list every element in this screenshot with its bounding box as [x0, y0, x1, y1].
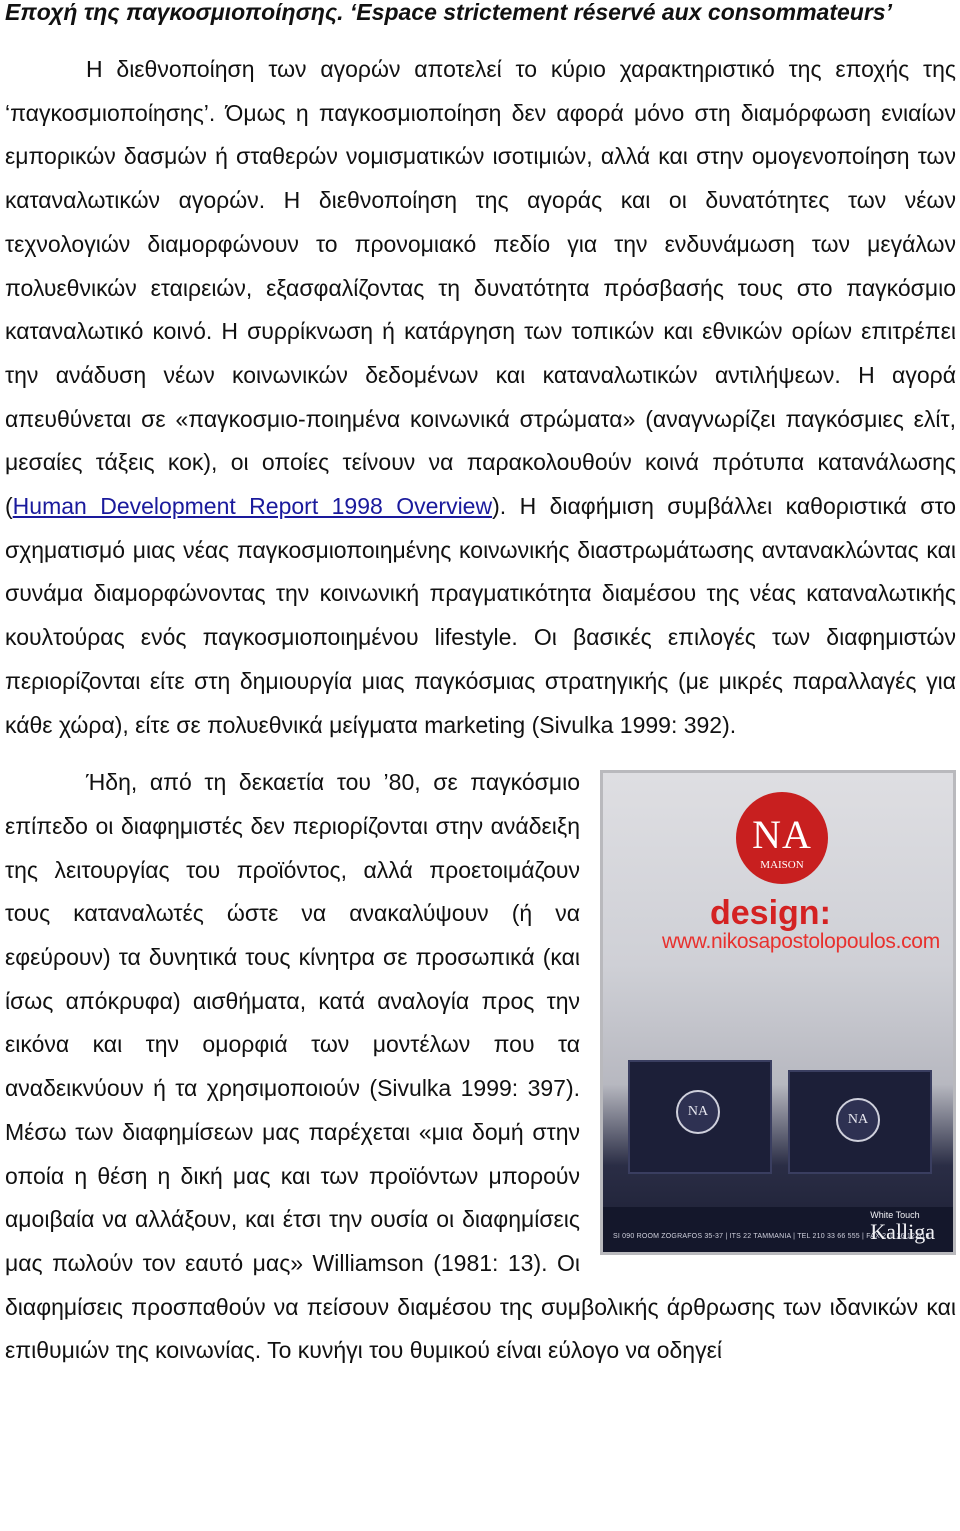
paragraph-intro [5, 48, 956, 747]
section-heading: Εποχή της παγκοσμιοποίησης. ‘Espace strictement réservé aux consommateurs’ [5, 0, 892, 25]
paragraph-intro-text: Η διεθνοποίηση των αγορών αποτελεί το κύριο χαρακτηριστικό της εποχής της ‘παγκοσμιοποίησης’. Όμως η παγκοσμιοποίηση δεν αφορά μόνο στη διαμόρφωση ενιαίων εμπορικών δασμών ή σταθερών νομισματικών ισοτιμιών, αλλά και στην ομογενοποίηση των καταναλωτικών αγορών. Η διεθνοποίηση της αγοράς και οι δυνατότητες των νέων τεχνολογιών διαμορφώνουν το προνομιακό πεδίο για την ενδυνάμωση των μεγάλων πολυεθνικών εταιρειών, εξασφαλίζοντας τη δυνατότητα πρόσβασής τους στο παγκόσμιο καταναλωτικό κοινό. Η συρρίκνωση ή κατάργηση των τοπικών και εθνικών ορίων επιτρέπει την ανάδυση νέων κοινωνικών δεδομένων και καταναλωτικών αντιλήψεων. Η αγορά απευθύνεται σε «παγκοσμιο-ποιημένα κοινωνικά στρώματα» (αναγνωρίζει παγκόσμιες ελίτ, μεσαίες τάξεις κοκ), οι οποίες τείνουν να παρακολουθούν κοινά πρότυπα κατανάλωσης ( [5, 56, 956, 520]
kalliga-logo [870, 1210, 935, 1244]
pillow-emblem-left: NA [676, 1090, 720, 1134]
text-with-figure [5, 761, 956, 1373]
advertisement-image [600, 770, 956, 1255]
paragraph-advertising: Ήδη, από τη δεκαετία του ’80, σε παγκόσμιο επίπεδο οι διαφημιστές δεν περιορίζονται στην ανάδειξη της λειτουργίας του προϊόντος, αλλά προετοιμάζουν τους καταναλωτές ώστε να ανακαλύψουν (ή να εφεύρουν) τα δυνητικά τους κίνητρα σε προσωπικά (και ίσως απόκρυφα) αισθήματα, κατά αναλογία προς την εικόνα και την ομορφιά των μοντέλων που τα αναδεικνύουν ή τα χρησιμοποιούν (Sivulka 1999: 397). Μέσω των διαφημίσεων μας παρέχεται «μια δομή στην οποία η θέση η δική μας και των προϊόντων μπορούν αμοιβαία να αλλάξουν, και έτσι την ουσία οι διαφημίσεις μας πωλούν τον εαυτό μας» Williamson (1981: 13). Οι διαφημίσεις προσπαθούν να πείσουν διαμέσου της συμβολικής άρθρωσης των ιδανικών και επιθυμιών της κοινωνίας. Το κυνήγι του θυμικού είναι εύλογο να οδηγεί [5, 769, 956, 1364]
logo-subtitle: MAISON [760, 859, 804, 872]
human-development-report-link[interactable]: Human Development Report 1998 Overview [12, 493, 493, 520]
document-page [5, 0, 956, 1373]
na-maison-logo [736, 792, 828, 884]
advert-footer-text: SI 090 ROOM ZOGRAFOS 35-37 | ITS 22 TAMMANIA | TEL 210 33 66 555 | FAX 210 36 12 319 [613, 1233, 930, 1241]
pillow-emblem-right: NA [836, 1098, 880, 1142]
logo-letters: NA [752, 812, 812, 858]
brand-name: Kalliga [870, 1219, 935, 1245]
advert-url: www.nikosapostolopoulos.com [662, 930, 940, 954]
brand-subtitle: White Touch [870, 1210, 920, 1221]
advert-product-scene [618, 1040, 938, 1190]
advert-design-label: design: [710, 894, 831, 933]
advert-footer [603, 1207, 953, 1252]
paragraph-intro-continued: ). Η διαφήμιση συμβάλλει καθοριστικά στο σχηματισμό μιας νέας παγκοσμιοποιημένης κοινωνικής διαστρωμάτωσης αντανακλώντας και συνάμα διαμορφώνοντας την κοινωνική πραγματικότητα διαμέσου της νέας καταναλωτικής κουλτούρας ενός παγκοσμιοποιημένου lifestyle. Οι βασικές επιλογές των διαφημιστών περιορίζονται είτε στη δημιουργία μιας παγκόσμιας στρατηγικής (με μικρές παραλλαγές για κάθε χώρα), είτε σε πολυεθνικά μείγματα marketing (Sivulka 1999: 392). [5, 493, 957, 738]
